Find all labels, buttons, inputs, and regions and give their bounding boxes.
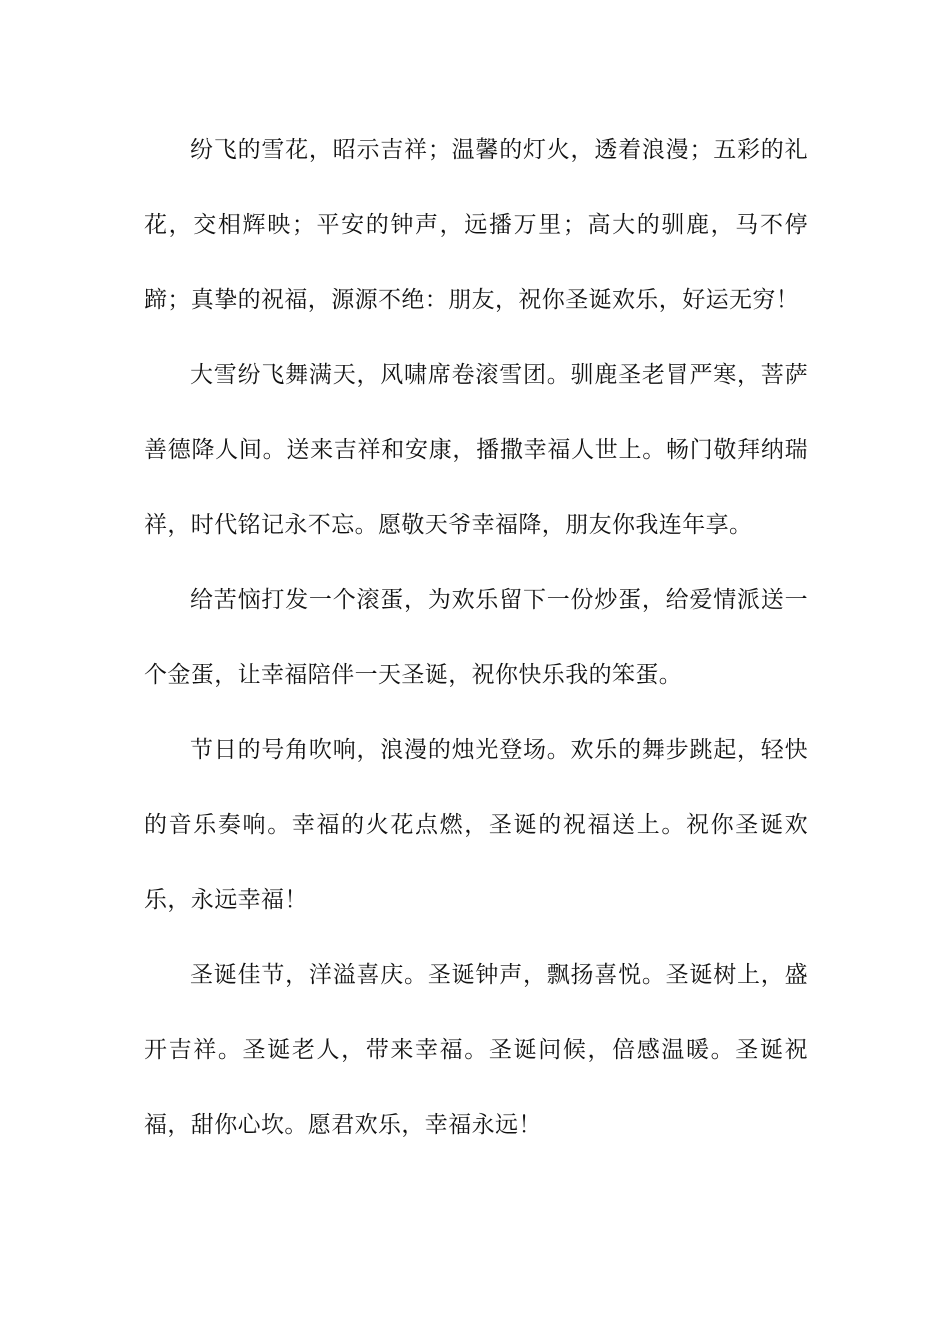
paragraph-1: 纷飞的雪花，昭示吉祥；温馨的灯火，透着浪漫；五彩的礼花，交相辉映；平安的钟声，远播万里；高大的驯鹿，马不停蹄；真挚的祝福，源源不绝：朋友，祝你圣诞欢乐，好运无穷！ xyxy=(144,137,808,313)
paragraph-3: 给苦恼打发一个滚蛋，为欢乐留下一份炒蛋，给爱情派送一个金蛋，让幸福陪伴一天圣诞，祝你快乐我的笨蛋。 xyxy=(144,587,808,688)
paragraph-5: 圣诞佳节，洋溢喜庆。圣诞钟声，飘扬喜悦。圣诞树上，盛开吉祥。圣诞老人，带来幸福。圣诞问候，倍感温暖。圣诞祝福，甜你心坎。愿君欢乐，幸福永远！ xyxy=(144,962,808,1138)
paragraph-2: 大雪纷飞舞满天，风啸席卷滚雪团。驯鹿圣老冒严寒，菩萨善德降人间。送来吉祥和安康，播撒幸福人世上。畅门敬拜纳瑞祥，时代铭记永不忘。愿敬天爷幸福降，朋友你我连年享。 xyxy=(144,362,808,538)
paragraph-4: 节日的号角吹响，浪漫的烛光登场。欢乐的舞步跳起，轻快的音乐奏响。幸福的火花点燃，圣诞的祝福送上。祝你圣诞欢乐，永远幸福！ xyxy=(144,737,808,913)
document-body xyxy=(144,113,808,1163)
